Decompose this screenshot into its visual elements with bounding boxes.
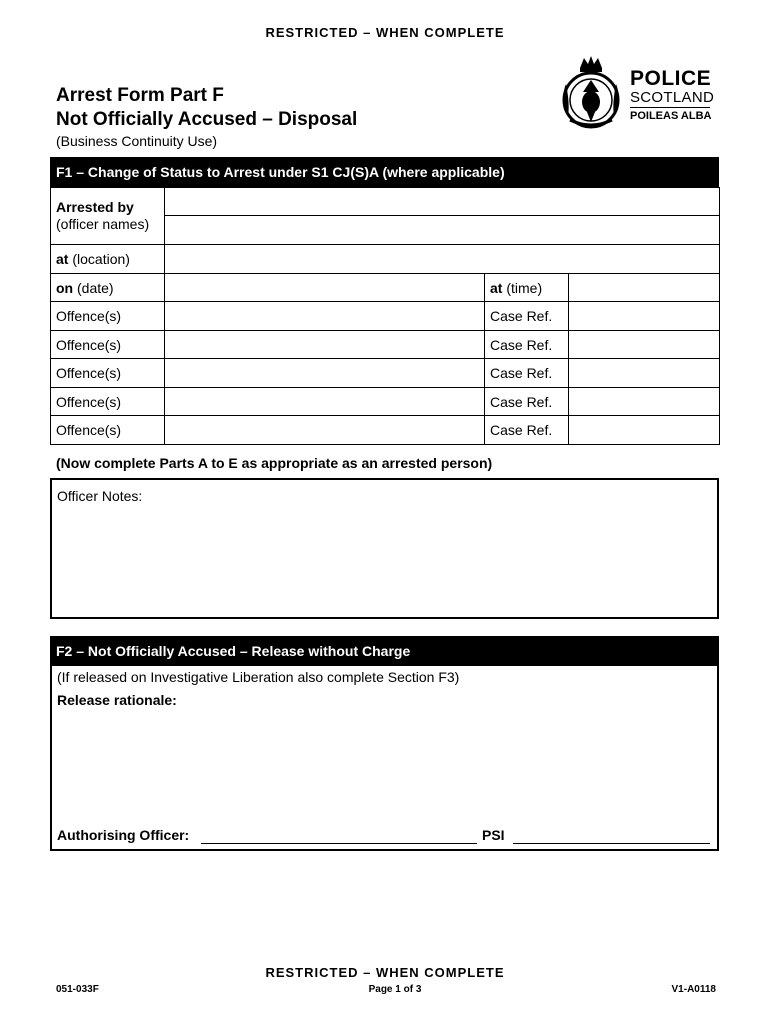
restricted-banner-bottom: RESTRICTED – WHEN COMPLETE <box>265 965 505 980</box>
offence-field[interactable] <box>165 388 485 416</box>
arrested-by-field-1[interactable] <box>165 188 720 216</box>
investigative-liberation-note: (If released on Investigative Liberation also complete Section F3) <box>57 669 460 685</box>
case-ref-label: Case Ref. <box>485 331 569 359</box>
case-ref-field[interactable] <box>569 302 720 331</box>
time-field[interactable] <box>569 274 720 302</box>
offence-field[interactable] <box>165 359 485 388</box>
form-version: V1-A0118 <box>671 984 716 995</box>
offence-label: Offence(s) <box>51 302 165 331</box>
logo-divider <box>630 107 710 108</box>
psi-field[interactable] <box>513 843 710 844</box>
officer-notes-label: Officer Notes: <box>57 488 143 504</box>
location-field[interactable] <box>165 245 720 274</box>
police-scotland-logo <box>556 54 716 130</box>
offence-label: Offence(s) <box>51 416 165 445</box>
release-rationale-label: Release rationale: <box>57 692 177 708</box>
offence-label: Offence(s) <box>51 359 165 388</box>
location-label: at (location) <box>51 245 165 274</box>
case-ref-field[interactable] <box>569 388 720 416</box>
offence-row <box>51 359 720 388</box>
offence-label: Offence(s) <box>51 331 165 359</box>
psi-label: PSI <box>482 827 505 843</box>
date-label: on (date) <box>51 274 165 302</box>
page-number: Page 1 of 3 <box>368 984 422 995</box>
form-subtitle-heading: Not Officially Accused – Disposal <box>56 109 358 130</box>
case-ref-label: Case Ref. <box>485 388 569 416</box>
offence-field[interactable] <box>165 331 485 359</box>
section-f2-heading: F2 – Not Officially Accused – Release without Charge <box>50 636 719 666</box>
arrested-by-field-2[interactable] <box>165 216 720 245</box>
form-title: Arrest Form Part F <box>56 85 224 106</box>
case-ref-label: Case Ref. <box>485 359 569 388</box>
case-ref-field[interactable] <box>569 359 720 388</box>
business-continuity-note: (Business Continuity Use) <box>56 133 218 149</box>
date-field[interactable] <box>165 274 485 302</box>
logo-scotland-text: SCOTLAND <box>630 89 715 106</box>
thistle-crest-icon <box>556 54 626 130</box>
form-code: 051-033F <box>56 984 99 995</box>
section-f1-heading: F1 – Change of Status to Arrest under S1 CJ(S)A (where applicable) <box>50 157 719 187</box>
case-ref-field[interactable] <box>569 416 720 445</box>
authorising-officer-field[interactable] <box>201 843 477 844</box>
arrested-by-label: Arrested by (officer names) <box>51 188 165 245</box>
f1-arrest-table <box>50 187 720 445</box>
offence-field[interactable] <box>165 416 485 445</box>
logo-poileas-alba-text: POILEAS ALBA <box>630 110 712 122</box>
offence-field[interactable] <box>165 302 485 331</box>
officer-notes-box[interactable] <box>50 478 719 619</box>
offence-label: Offence(s) <box>51 388 165 416</box>
offence-row <box>51 416 720 445</box>
restricted-banner-top: RESTRICTED – WHEN COMPLETE <box>265 25 505 40</box>
authorising-officer-label: Authorising Officer: <box>57 827 190 843</box>
logo-police-text: POLICE <box>630 67 712 90</box>
offence-row <box>51 388 720 416</box>
release-rationale-field[interactable] <box>56 712 713 822</box>
case-ref-label: Case Ref. <box>485 302 569 331</box>
offence-row <box>51 302 720 331</box>
time-label: at (time) <box>485 274 569 302</box>
arrested-person-note: (Now complete Parts A to E as appropriate as an arrested person) <box>56 455 493 471</box>
case-ref-label: Case Ref. <box>485 416 569 445</box>
section-f2-box <box>50 636 719 851</box>
offence-row <box>51 331 720 359</box>
case-ref-field[interactable] <box>569 331 720 359</box>
